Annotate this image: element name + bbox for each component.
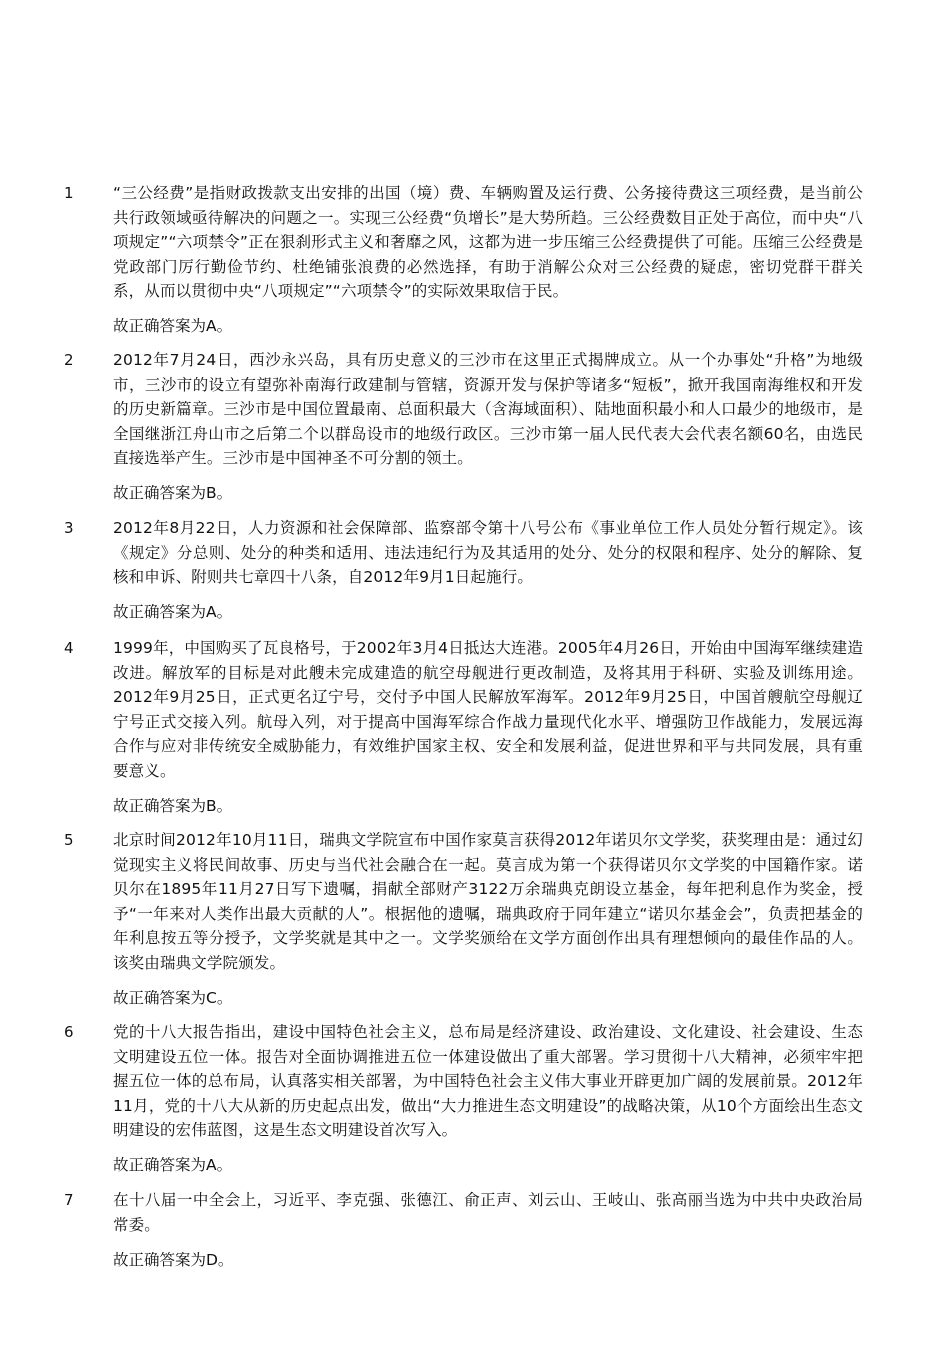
answer-line: 故正确答案为B。 — [113, 797, 233, 815]
answer-line: 故正确答案为C。 — [113, 989, 233, 1007]
answer-line: 故正确答案为A。 — [113, 603, 233, 621]
question-number: 7 — [64, 1191, 74, 1209]
question-number: 5 — [64, 831, 74, 849]
question-text: 2012年8月22日，人力资源和社会保障部、监察部令第十八号公布《事业单位工作人员处分暂行规定》。该《规定》分总则、处分的种类和适用、违法违纪行为及其适用的处分、处分的权限和程序、处分的解除、复核和申诉、附则共七章四十八条，自2012年9月1日起施行。 — [113, 519, 863, 586]
answer-line: 故正确答案为B。 — [113, 484, 233, 502]
question-text: 北京时间2012年10月11日，瑞典文学院宣布中国作家莫言获得2012年诺贝尔文学奖，获奖理由是：通过幻觉现实主义将民间故事、历史与当代社会融合在一起。莫言成为第一个获得诺贝尔文学奖的中国籍作家。诺贝尔在1895年11月27日写下遗嘱，捐献全部财产3122万余瑞典克朗设立基金，每年把利息作为奖金，授予“一年来对人类作出最大贡献的人”。根据他的遗嘱，瑞典政府于同年建立“诺贝尔基金会”，负责把基金的年利息按五等分授予，文学奖就是其中之一。文学奖颁给在文学方面创作出具有理想倾向的最佳作品的人。该奖由瑞典文学院颁发。 — [113, 831, 863, 972]
question-text: 在十八届一中全会上，习近平、李克强、张德江、俞正声、刘云山、王岐山、张高丽当选为中共中央政治局常委。 — [113, 1191, 863, 1234]
question-text: “三公经费”是指财政拨款支出安排的出国（境）费、车辆购置及运行费、公务接待费这三项经费，是当前公共行政领域亟待解决的问题之一。实现三公经费“负增长”是大势所趋。三公经费数目正处于高位，而中央“八项规定”“六项禁令”正在狠刹形式主义和奢靡之风，这都为进一步压缩三公经费提供了可能。压缩三公经费是党政部门厉行勤俭节约、杜绝铺张浪费的必然选择，有助于消解公众对三公经费的疑虑，密切党群干群关系，从而以贯彻中央“八项规定”“六项禁令”的实际效果取信于民。 — [113, 184, 863, 300]
question-text: 1999年，中国购买了瓦良格号，于2002年3月4日抵达大连港。2005年4月26日，开始由中国海军继续建造改进。解放军的目标是对此艘未完成建造的航空母舰进行更改制造，及将其用于科研、实验及训练用途。2012年9月25日，正式更名辽宁号，交付予中国人民解放军海军。2012年9月25日，中国首艘航空母舰辽宁号正式交接入列。航母入列，对于提高中国海军综合作战力量现代化水平、增强防卫作战能力，发展远海合作与应对非传统安全威胁能力，有效维护国家主权、安全和发展利益，促进世界和平与共同发展，具有重要意义。 — [113, 639, 863, 780]
question-number: 1 — [64, 184, 74, 202]
question-number: 4 — [64, 639, 74, 657]
question-number: 6 — [64, 1023, 74, 1041]
answer-line: 故正确答案为D。 — [113, 1251, 234, 1269]
question-text: 2012年7月24日，西沙永兴岛，具有历史意义的三沙市在这里正式揭牌成立。从一个办事处“升格”为地级市，三沙市的设立有望弥补南海行政建制与管辖，资源开发与保护等诸多“短板”，掀开我国南海维权和开发的历史新篇章。三沙市是中国位置最南、总面积最大（含海域面积）、陆地面积最小和人口最少的地级市，是全国继浙江舟山市之后第二个以群岛设市的地级行政区。三沙市第一届人民代表大会代表名额60名，由选民直接选举产生。三沙市是中国神圣不可分割的领土。 — [113, 351, 863, 467]
question-number: 3 — [64, 519, 74, 537]
answer-line: 故正确答案为A。 — [113, 317, 233, 335]
question-number: 2 — [64, 351, 74, 369]
answer-line: 故正确答案为A。 — [113, 1156, 233, 1174]
question-text: 党的十八大报告指出，建设中国特色社会主义，总布局是经济建设、政治建设、文化建设、社会建设、生态文明建设五位一体。报告对全面协调推进五位一体建设做出了重大部署。学习贯彻十八大精神，必须牢牢把握五位一体的总布局，认真落实相关部署，为中国特色社会主义伟大事业开辟更加广阔的发展前景。2012年11月，党的十八大从新的历史起点出发，做出“大力推进生态文明建设”的战略决策，从10个方面绘出生态文明建设的宏伟蓝图，这是生态文明建设首次写入。 — [113, 1023, 863, 1139]
